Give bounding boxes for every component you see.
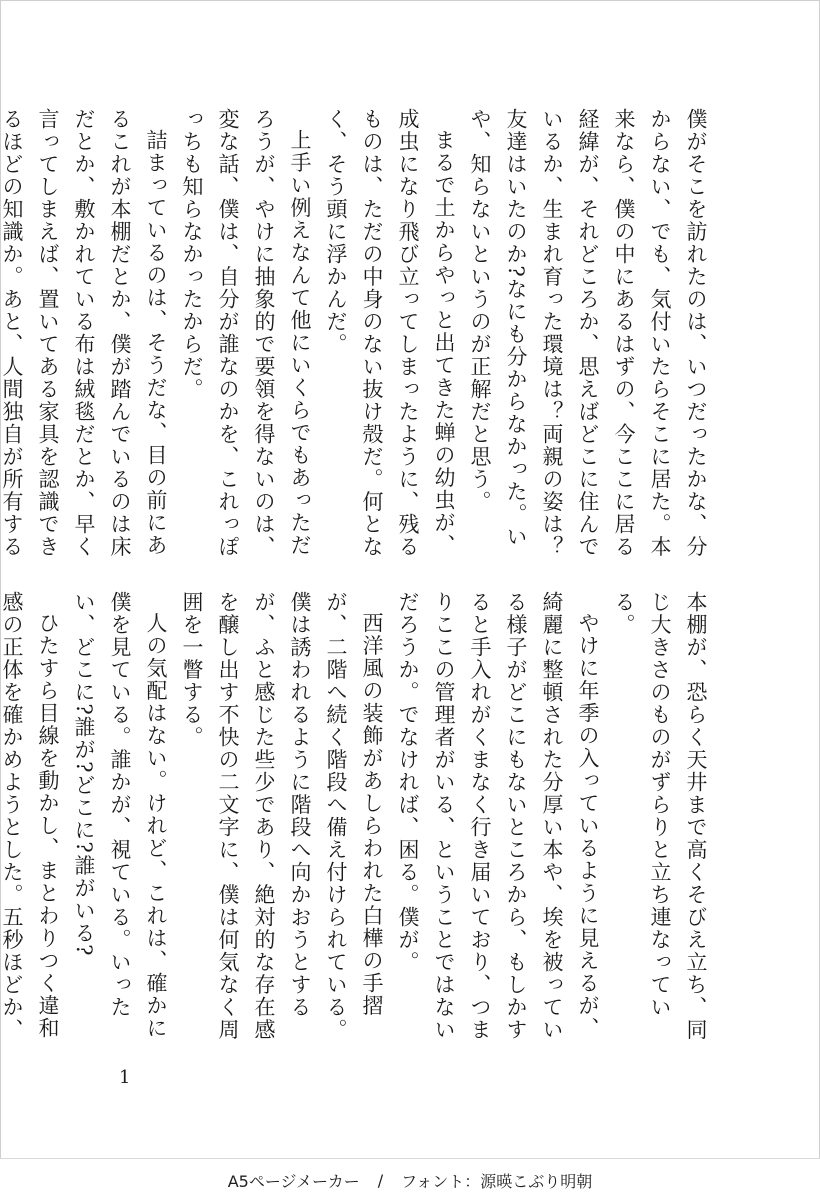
footer-font-name: フォント：源暎こぶり明朝 [401,1171,593,1191]
paragraph: 上手い例えなんて他にいくらでもあっただろうが、やけに抽象的で要領を得ないのは、変な話、僕は、自分が誰なのかを、これっぽっちも知らなかったからだ。 [180,108,312,558]
paragraph: 西洋風の装飾があしらわれた白樺の手摺が、二階へ続く階段へ備え付けられている。僕は誘われるように階段へ向かおうとするが、ふと感じた些少であり、絶対的な存在感を醸し出す不快の二文字に、僕は何気なく周囲を一瞥する。 [180,591,384,1041]
paragraph: 人の気配はない。けれど、これは、確かに僕を見ている。誰かが、視ている。いったい、どこに?誰が?どこに?誰がいる? [72,591,168,1040]
paragraph: 僕がそこを訪れたのは、いつだったかな、分からない、でも、気付いたらそこに居た。本来なら、僕の中にあるはずの、今ここに居る経緯が、それどころか、思えばどこに住んでいるか、生まれ育った環境は？両親の姿は？友達はいたのか?なにも分からなかった。いや、知らないというのが正解だと思う。 [468,108,708,558]
paragraph: やけに年季の入っているように見えるが、綺麗に整頓された分厚い本や、埃を被っている様子がどこにもないところから、もしかすると手入れがくまなく行き届いており、つまりここの管理者がいる、ということではないだろうか。でなければ、困る。僕が。 [396,591,600,1041]
footer-separator: / [377,1170,384,1190]
footer-app-name: A5ページメーカー [227,1171,360,1191]
paragraph: まるで土からやっと出てきた蝉の幼虫が、成虫になり飛び立ってしまったように、残るものは、ただの中身のない抜け殻だ。何となく、そう頭に浮かんだ。 [324,108,456,558]
paragraph: 詰まっているのは、そうだな、目の前にあるこれが本棚だとか、僕が踏んでいるのは床だとか、敷かれている布は絨毯だとか、早く言ってしまえば、置いてある家具を認識できるほどの知識か。あと、人間独自が所有する [0,108,168,558]
text-block-bottom [0,591,714,1046]
paragraph: 本棚が、恐らく天井まで高くそびえ立ち、同じ大きさのものがずらりと立ち連なっている。 [612,591,708,1041]
paragraph: ひたすら目線を動かし、まとわりつく違和感の正体を確かめようとした。五秒ほどか、 [0,591,60,1041]
footer-credit [0,1158,820,1201]
page-number: 1 [119,1067,131,1088]
text-block-top [0,108,714,563]
